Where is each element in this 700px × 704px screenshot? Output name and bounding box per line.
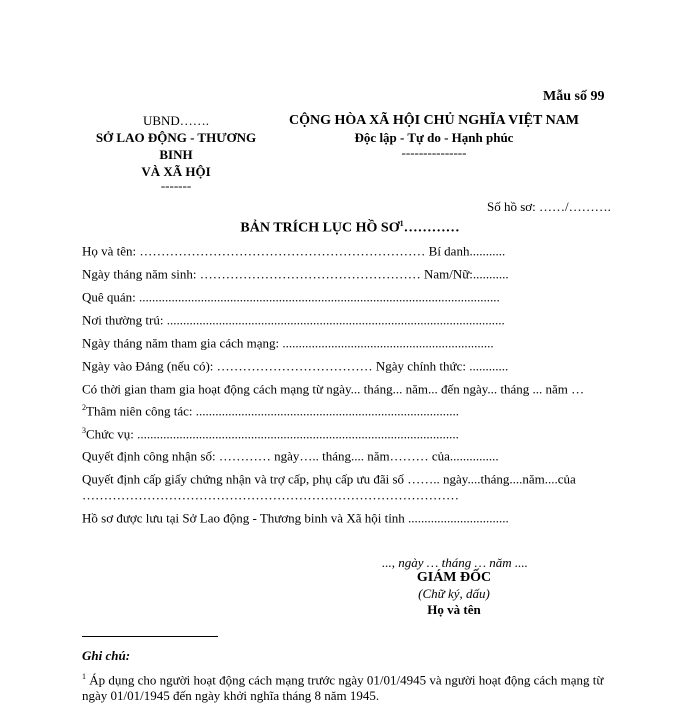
field-revolution-join-date: Ngày tháng năm tham gia cách mạng: .................................................................	[82, 335, 494, 351]
agency-divider: -------	[160, 178, 192, 193]
title-footnote-marker: 1	[399, 219, 404, 228]
title-trail: …………	[403, 220, 460, 236]
document-title	[0, 219, 700, 237]
field-allowance-decision: Quyết định cấp giấy chứng nhận và trợ cấp, phụ cấp ưu đãi số …….. ngày....tháng....năm....của	[82, 471, 576, 487]
field-seniority: $^2$Thâm niên công tác: .................................................................................	[82, 403, 459, 419]
notes-title: Ghi chú:	[82, 648, 131, 663]
motto-divider: ---------------	[401, 145, 467, 160]
field-storage-location: Hồ sơ được lưu tại Sở Lao động - Thương binh và Xã hội tỉnh ...............................	[82, 510, 509, 526]
issuing-agency-header	[80, 112, 272, 192]
field-allowance-decision-cont: ……………………………………………………………………………	[82, 487, 459, 503]
field-birth-date: Ngày tháng năm sinh: …………………………………………… Nam/Nữ:...........	[82, 266, 509, 282]
footnote-separator	[82, 636, 218, 637]
signature-date: ..., ngày … tháng … năm ....	[382, 555, 528, 570]
signer-title: GIÁM ĐỐC	[416, 570, 492, 585]
national-header	[276, 112, 592, 159]
file-number: Số hồ sơ: ……/……….	[487, 199, 611, 214]
field-recognition-decision: Quyết định công nhận số: ………… ngày….. tháng.... năm……… của...............	[82, 448, 499, 464]
agency-line-2: SỞ LAO ĐỘNG - THƯƠNG BINH	[95, 130, 257, 162]
field-residence: Nơi thường trú: ........................................................................................................	[82, 312, 505, 328]
field-activity-period: Có thời gian tham gia hoạt động cách mạng từ ngày... tháng... năm... đến ngày... tháng ... năm …	[82, 381, 585, 397]
footnote-marker: 1	[82, 672, 86, 681]
footnote-1	[82, 669, 622, 704]
footnote-text: Áp dụng cho người hoạt động cách mạng trước ngày 01/01/4945 và người hoạt động cách mạng từ ngày 01/01/1945 đến ngày khởi nghĩa tháng 8 năm 1945.	[82, 672, 604, 704]
national-motto: Độc lập - Tự do - Hạnh phúc	[354, 130, 514, 145]
signer-name: Họ và tên	[427, 602, 481, 617]
form-number: Mẫu số 99	[543, 89, 605, 104]
country-name: CỘNG HÒA XÃ HỘI CHỦ NGHĨA VIỆT NAM	[288, 113, 579, 128]
field-hometown: Quê quán: ...............................................................................................................	[82, 289, 500, 305]
field-party-join-date: Ngày vào Đảng (nếu có): ……………………………… Ngày chính thức: ............	[82, 358, 509, 374]
signature-instruction: (Chữ ký, dấu)	[418, 586, 490, 601]
field-position: $^3$Chức vụ: ...................................................................................................	[82, 426, 459, 442]
title-text: BẢN TRÍCH LỤC HỒ SƠ	[240, 220, 400, 236]
agency-line-1: UBND…….	[142, 113, 210, 128]
field-full-name: Họ và tên: ………………………………………………………… Bí danh...........	[82, 243, 506, 259]
agency-line-3: VÀ XÃ HỘI	[141, 164, 211, 179]
